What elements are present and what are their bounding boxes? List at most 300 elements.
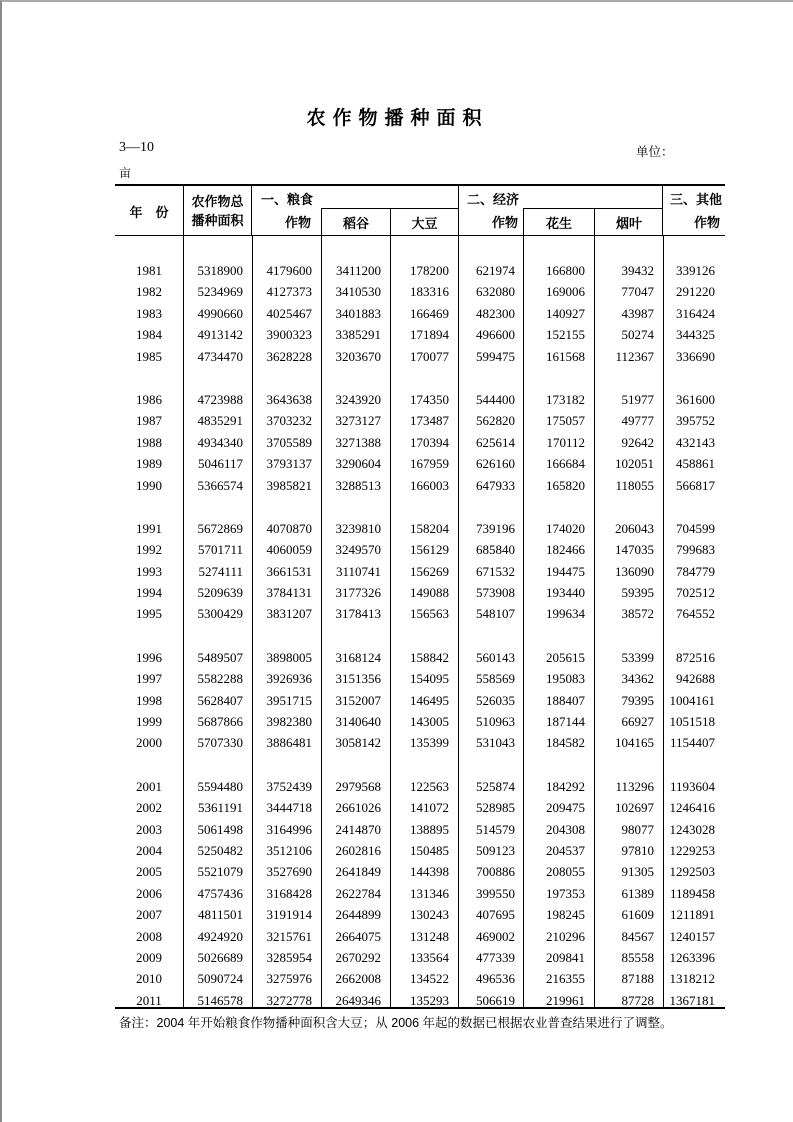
cell-year: 2006 [136,885,162,901]
cell-total-sown-area: 5701711 [197,542,243,558]
table-row [115,926,725,947]
header-tobacco: 烟叶 [594,208,663,236]
cell-rice: 3177326 [335,585,381,601]
cell-peanut: 205615 [546,649,585,665]
cell-soybean: 134522 [410,971,449,987]
cell-year: 2003 [136,821,162,837]
table-number: 3—10 [119,140,154,155]
cell-total-sown-area: 5300429 [197,606,243,622]
cell-economic-crops: 671532 [476,563,515,579]
cell-rice: 2670292 [335,949,381,965]
cell-year: 1986 [136,391,162,407]
table-row [115,904,725,925]
cell-grain-crops: 3628228 [266,348,312,364]
cell-grain-crops: 3164996 [266,821,312,837]
cell-tobacco: 98077 [621,821,654,837]
cell-total-sown-area: 4723988 [197,391,243,407]
table-row [115,776,725,797]
cell-peanut: 193440 [546,585,585,601]
cell-grain-crops: 3285954 [266,949,312,965]
cell-peanut: 166684 [546,456,585,472]
cell-tobacco: 49777 [621,413,654,429]
cell-economic-crops: 626160 [476,456,515,472]
cell-grain-crops: 3752439 [266,778,312,794]
cell-rice: 3152007 [335,692,381,708]
cell-rice: 2664075 [335,928,381,944]
cell-grain-crops: 3275976 [266,971,312,987]
cell-other-crops: 344325 [676,327,715,343]
page-title: 农作物播种面积 [306,108,489,129]
cell-tobacco: 39432 [621,263,654,278]
cell-soybean: 183316 [410,284,449,300]
cell-peanut: 165820 [546,477,585,493]
cell-total-sown-area: 4924920 [197,928,243,944]
cell-rice: 3410530 [335,284,381,300]
table-row [115,883,725,904]
cell-soybean: 171894 [410,327,449,343]
cell-economic-crops: 647933 [476,477,515,493]
cell-grain-crops: 3886481 [266,735,312,751]
unit-label: 单位： [636,145,674,159]
cell-total-sown-area: 5361191 [197,800,243,816]
cell-soybean: 174350 [410,391,449,407]
cell-economic-crops: 621974 [476,263,515,278]
cell-total-sown-area: 4734470 [197,348,243,364]
cell-peanut: 204537 [546,842,585,858]
cell-soybean: 158842 [410,649,449,665]
cell-peanut: 175057 [546,413,585,429]
header-total-line2: 播种面积 [191,213,244,228]
cell-grain-crops: 3527690 [266,864,312,880]
cell-grain-crops: 3985821 [266,477,312,493]
cell-economic-crops: 632080 [476,284,515,300]
header-total-sown-area [183,186,252,236]
cell-soybean: 131248 [410,928,449,944]
cell-tobacco: 91305 [621,864,654,880]
table-row [115,281,725,302]
cell-economic-crops: 739196 [476,520,515,536]
cell-economic-crops: 482300 [476,305,515,321]
table-row [115,797,725,818]
cell-total-sown-area: 5090724 [197,971,243,987]
table-row [115,861,725,882]
header-rice: 稻谷 [321,208,390,236]
cell-economic-crops: 528985 [476,800,515,816]
header-grain-group: 一、粮食 [261,192,314,207]
cell-other-crops: 1367181 [669,992,715,1008]
cell-other-crops: 1229253 [669,842,715,858]
cell-soybean: 130243 [410,907,449,923]
cell-peanut: 210296 [546,928,585,944]
table-row [115,346,725,367]
cell-peanut: 209841 [546,949,585,965]
cell-peanut: 209475 [546,800,585,816]
cell-economic-crops: 548107 [476,606,515,622]
cell-year: 2005 [136,864,162,880]
cell-year: 2001 [136,778,162,794]
cell-peanut: 195083 [546,671,585,687]
cell-peanut: 184582 [546,735,585,751]
cell-rice: 3288513 [335,477,381,493]
cell-economic-crops: 526035 [476,692,515,708]
cell-year: 2008 [136,928,162,944]
cell-soybean: 170077 [410,348,449,364]
cell-grain-crops: 3512106 [266,842,312,858]
cell-economic-crops: 560143 [476,649,515,665]
cell-tobacco: 34362 [621,671,654,687]
cell-peanut: 198245 [546,907,585,923]
cell-total-sown-area: 5707330 [197,735,243,751]
cell-tobacco: 92642 [621,434,654,450]
cell-peanut: 184292 [546,778,585,794]
cell-soybean: 158204 [410,520,449,536]
cell-total-sown-area: 5146578 [197,992,243,1008]
cell-tobacco: 87188 [621,971,654,987]
cell-peanut: 208055 [546,864,585,880]
cell-year: 2000 [136,735,162,751]
cell-economic-crops: 558569 [476,671,515,687]
cell-year: 2009 [136,949,162,965]
cell-economic-crops: 469002 [476,928,515,944]
cell-total-sown-area: 4934340 [197,434,243,450]
cell-economic-crops: 685840 [476,542,515,558]
cell-rice: 3239810 [335,520,381,536]
cell-rice: 3110741 [335,563,381,579]
cell-other-crops: 764552 [676,606,715,622]
cell-tobacco: 51977 [621,391,654,407]
table-row [115,990,725,1011]
cell-soybean: 166469 [410,305,449,321]
cell-grain-crops: 3168428 [266,885,312,901]
cell-grain-crops: 4179600 [266,263,312,278]
cell-tobacco: 43987 [621,305,654,321]
cell-peanut: 194475 [546,563,585,579]
cell-peanut: 166800 [546,263,585,278]
cell-year: 2010 [136,971,162,987]
cell-economic-crops: 509123 [476,842,515,858]
table-row [115,690,725,711]
cell-peanut: 188407 [546,692,585,708]
cell-total-sown-area: 5672869 [197,520,243,536]
cell-economic-crops: 625614 [476,434,515,450]
cell-rice: 3401883 [335,305,381,321]
cell-economic-crops: 510963 [476,714,515,730]
cell-year: 1998 [136,692,162,708]
cell-tobacco: 61609 [621,907,654,923]
column-divider [321,236,322,1009]
column-divider [663,236,664,1009]
cell-tobacco: 87728 [621,992,654,1008]
cell-soybean: 135399 [410,735,449,751]
cell-year: 1984 [136,327,162,343]
cell-tobacco: 97810 [621,842,654,858]
cell-grain-crops: 3793137 [266,456,312,472]
cell-soybean: 141072 [410,800,449,816]
cell-economic-crops: 407695 [476,907,515,923]
cell-grain-crops: 4060059 [266,542,312,558]
cell-peanut: 199634 [546,606,585,622]
table-row [115,947,725,968]
cell-soybean: 167959 [410,456,449,472]
cell-other-crops: 458861 [676,456,715,472]
cell-other-crops: 942688 [676,671,715,687]
cell-rice: 3273127 [335,413,381,429]
cell-other-crops: 704599 [676,520,715,536]
table-row [115,389,725,410]
column-divider [390,236,391,1009]
table-row [115,819,725,840]
cell-total-sown-area: 5318900 [197,263,243,278]
cell-other-crops: 702512 [676,585,715,601]
cell-other-crops: 339126 [676,263,715,278]
header-other-line1: 三、其他 [670,192,723,207]
cell-rice: 3203670 [335,348,381,364]
cell-economic-crops: 496600 [476,327,515,343]
cell-rice: 3385291 [335,327,381,343]
cell-rice: 2661026 [335,800,381,816]
cell-soybean: 143005 [410,714,449,730]
cell-soybean: 156563 [410,606,449,622]
cell-peanut: 219961 [546,992,585,1008]
cell-tobacco: 77047 [621,284,654,300]
table-row [115,453,725,474]
cell-peanut: 161568 [546,348,585,364]
cell-soybean: 156269 [410,563,449,579]
table-row [115,539,725,560]
cell-soybean: 154095 [410,671,449,687]
cell-tobacco: 147035 [615,542,654,558]
column-divider [523,236,524,1009]
cell-year: 2002 [136,800,162,816]
column-divider [183,236,184,1009]
cell-soybean: 156129 [410,542,449,558]
cell-grain-crops: 3951715 [266,692,312,708]
cell-total-sown-area: 5366574 [197,477,243,493]
cell-other-crops: 1154407 [669,735,715,751]
cell-peanut: 170112 [546,434,585,450]
cell-other-crops: 1318212 [669,971,715,987]
table-row [115,668,725,689]
cell-total-sown-area: 4913142 [197,327,243,343]
cell-tobacco: 104165 [615,735,654,751]
cell-year: 1987 [136,413,162,429]
cell-grain-crops: 4070870 [266,520,312,536]
table-row [115,732,725,753]
cell-economic-crops: 506619 [476,992,515,1008]
cell-other-crops: 799683 [676,542,715,558]
cell-economic-crops: 496536 [476,971,515,987]
cell-tobacco: 50274 [621,327,654,343]
cell-total-sown-area: 5250482 [197,842,243,858]
cell-soybean: 135293 [410,992,449,1008]
cell-soybean: 131346 [410,885,449,901]
cell-total-sown-area: 5594480 [197,778,243,794]
cell-grain-crops: 3982380 [266,714,312,730]
cell-rice: 2602816 [335,842,381,858]
cell-rice: 2414870 [335,821,381,837]
cell-total-sown-area: 4835291 [197,413,243,429]
cell-total-sown-area: 5046117 [197,456,243,472]
cell-peanut: 197353 [546,885,585,901]
cell-total-sown-area: 5061498 [197,821,243,837]
table-header [115,186,725,236]
cell-economic-crops: 514579 [476,821,515,837]
cell-other-crops: 872516 [676,649,715,665]
cell-grain-crops: 3643638 [266,391,312,407]
cell-peanut: 174020 [546,520,585,536]
cell-grain-crops: 3898005 [266,649,312,665]
cell-other-crops: 1292503 [669,864,715,880]
cell-total-sown-area: 5209639 [197,585,243,601]
cell-grain-crops: 3900323 [266,327,312,343]
header-peanut: 花生 [523,208,594,236]
header-economic-group: 二、经济 [467,192,520,207]
cell-peanut: 169006 [546,284,585,300]
cell-total-sown-area: 5489507 [197,649,243,665]
cell-year: 1985 [136,348,162,364]
cell-year: 1990 [136,477,162,493]
table-row [115,303,725,324]
cell-tobacco: 66927 [621,714,654,730]
cell-grain-crops: 3215761 [266,928,312,944]
cell-other-crops: 784779 [676,563,715,579]
cell-soybean: 170394 [410,434,449,450]
cell-total-sown-area: 4757436 [197,885,243,901]
table-row [115,260,725,281]
cell-rice: 3178413 [335,606,381,622]
cell-total-sown-area: 5687866 [197,714,243,730]
cell-tobacco: 136090 [615,563,654,579]
header-other-line2: 作物 [694,215,721,230]
cell-grain-crops: 3703232 [266,413,312,429]
cell-tobacco: 85558 [621,949,654,965]
cell-year: 1992 [136,542,162,558]
cell-year: 1989 [136,456,162,472]
cell-other-crops: 566817 [676,477,715,493]
table-row [115,647,725,668]
cell-rice: 3140640 [335,714,381,730]
table-row [115,518,725,539]
cell-tobacco: 59395 [621,585,654,601]
cell-soybean: 138895 [410,821,449,837]
cell-grain-crops: 3191914 [266,907,312,923]
cell-rice: 3271388 [335,434,381,450]
table-row [115,840,725,861]
header-total-line1: 农作物总 [191,194,244,209]
cell-other-crops: 1051518 [669,714,715,730]
cell-peanut: 140927 [546,305,585,321]
header-economic-sub: 作物 [492,215,519,230]
cell-total-sown-area: 5582288 [197,671,243,687]
cell-grain-crops: 4025467 [266,305,312,321]
cell-soybean: 122563 [410,778,449,794]
cell-total-sown-area: 5234969 [197,284,243,300]
footnote: 备注：2004 年开始粮食作物播种面积含大豆；从 2006 年起的数据已根据农业普查结果进行了调整。 [119,1016,673,1030]
cell-economic-crops: 599475 [476,348,515,364]
cell-total-sown-area: 5274111 [198,563,243,579]
cell-peanut: 216355 [546,971,585,987]
cell-soybean: 133564 [410,949,449,965]
cell-peanut: 182466 [546,542,585,558]
cell-rice: 2649346 [335,992,381,1008]
cell-rice: 2641849 [335,864,381,880]
table-row [115,582,725,603]
cell-year: 1997 [136,671,162,687]
cell-year: 1993 [136,563,162,579]
cell-rice: 3151356 [335,671,381,687]
cell-soybean: 146495 [410,692,449,708]
cell-other-crops: 1263396 [669,949,715,965]
cell-year: 1994 [136,585,162,601]
cell-total-sown-area: 5521079 [197,864,243,880]
cell-other-crops: 1243028 [669,821,715,837]
cell-rice: 2622784 [335,885,381,901]
cell-total-sown-area: 4990660 [197,305,243,321]
column-divider [252,236,253,1009]
cell-other-crops: 1240157 [669,928,715,944]
cell-tobacco: 118055 [615,477,654,493]
cell-tobacco: 112367 [615,348,654,364]
header-year: 年 份 [129,204,169,220]
cell-peanut: 173182 [546,391,585,407]
cell-tobacco: 102697 [615,800,654,816]
cell-other-crops: 291220 [676,284,715,300]
cell-year: 1988 [136,434,162,450]
cell-year: 1982 [136,284,162,300]
cell-total-sown-area: 4811501 [197,907,243,923]
cell-other-crops: 1193604 [669,778,715,794]
cell-year: 1996 [136,649,162,665]
cell-grain-crops: 3272778 [266,992,312,1008]
cell-soybean: 166003 [410,477,449,493]
cell-other-crops: 361600 [676,391,715,407]
table-row [115,410,725,431]
cell-soybean: 149088 [410,585,449,601]
cell-soybean: 144398 [410,864,449,880]
table-row [115,711,725,732]
cell-rice: 3290604 [335,456,381,472]
cell-year: 1999 [136,714,162,730]
cell-grain-crops: 3444718 [266,800,312,816]
cell-tobacco: 84567 [621,928,654,944]
cell-other-crops: 1211891 [669,907,715,923]
cell-rice: 2979568 [335,778,381,794]
cell-other-crops: 316424 [676,305,715,321]
header-grain-sub: 作物 [285,215,312,230]
cell-economic-crops: 531043 [476,735,515,751]
cell-peanut: 152155 [546,327,585,343]
cell-year: 2004 [136,842,162,858]
cell-economic-crops: 562820 [476,413,515,429]
cell-grain-crops: 3831207 [266,606,312,622]
column-divider [458,236,459,1009]
table-row [115,475,725,496]
table-row [115,561,725,582]
cell-grain-crops: 3926936 [266,671,312,687]
cell-year: 1991 [136,520,162,536]
cell-soybean: 150485 [410,842,449,858]
cell-total-sown-area: 5026689 [197,949,243,965]
cell-economic-crops: 544400 [476,391,515,407]
cell-rice: 3243920 [335,391,381,407]
cell-rice: 3249570 [335,542,381,558]
cell-tobacco: 38572 [621,606,654,622]
table-row [115,603,725,624]
cell-total-sown-area: 5628407 [197,692,243,708]
cell-rice: 2662008 [335,971,381,987]
cell-tobacco: 206043 [615,520,654,536]
cell-tobacco: 113296 [615,778,654,794]
